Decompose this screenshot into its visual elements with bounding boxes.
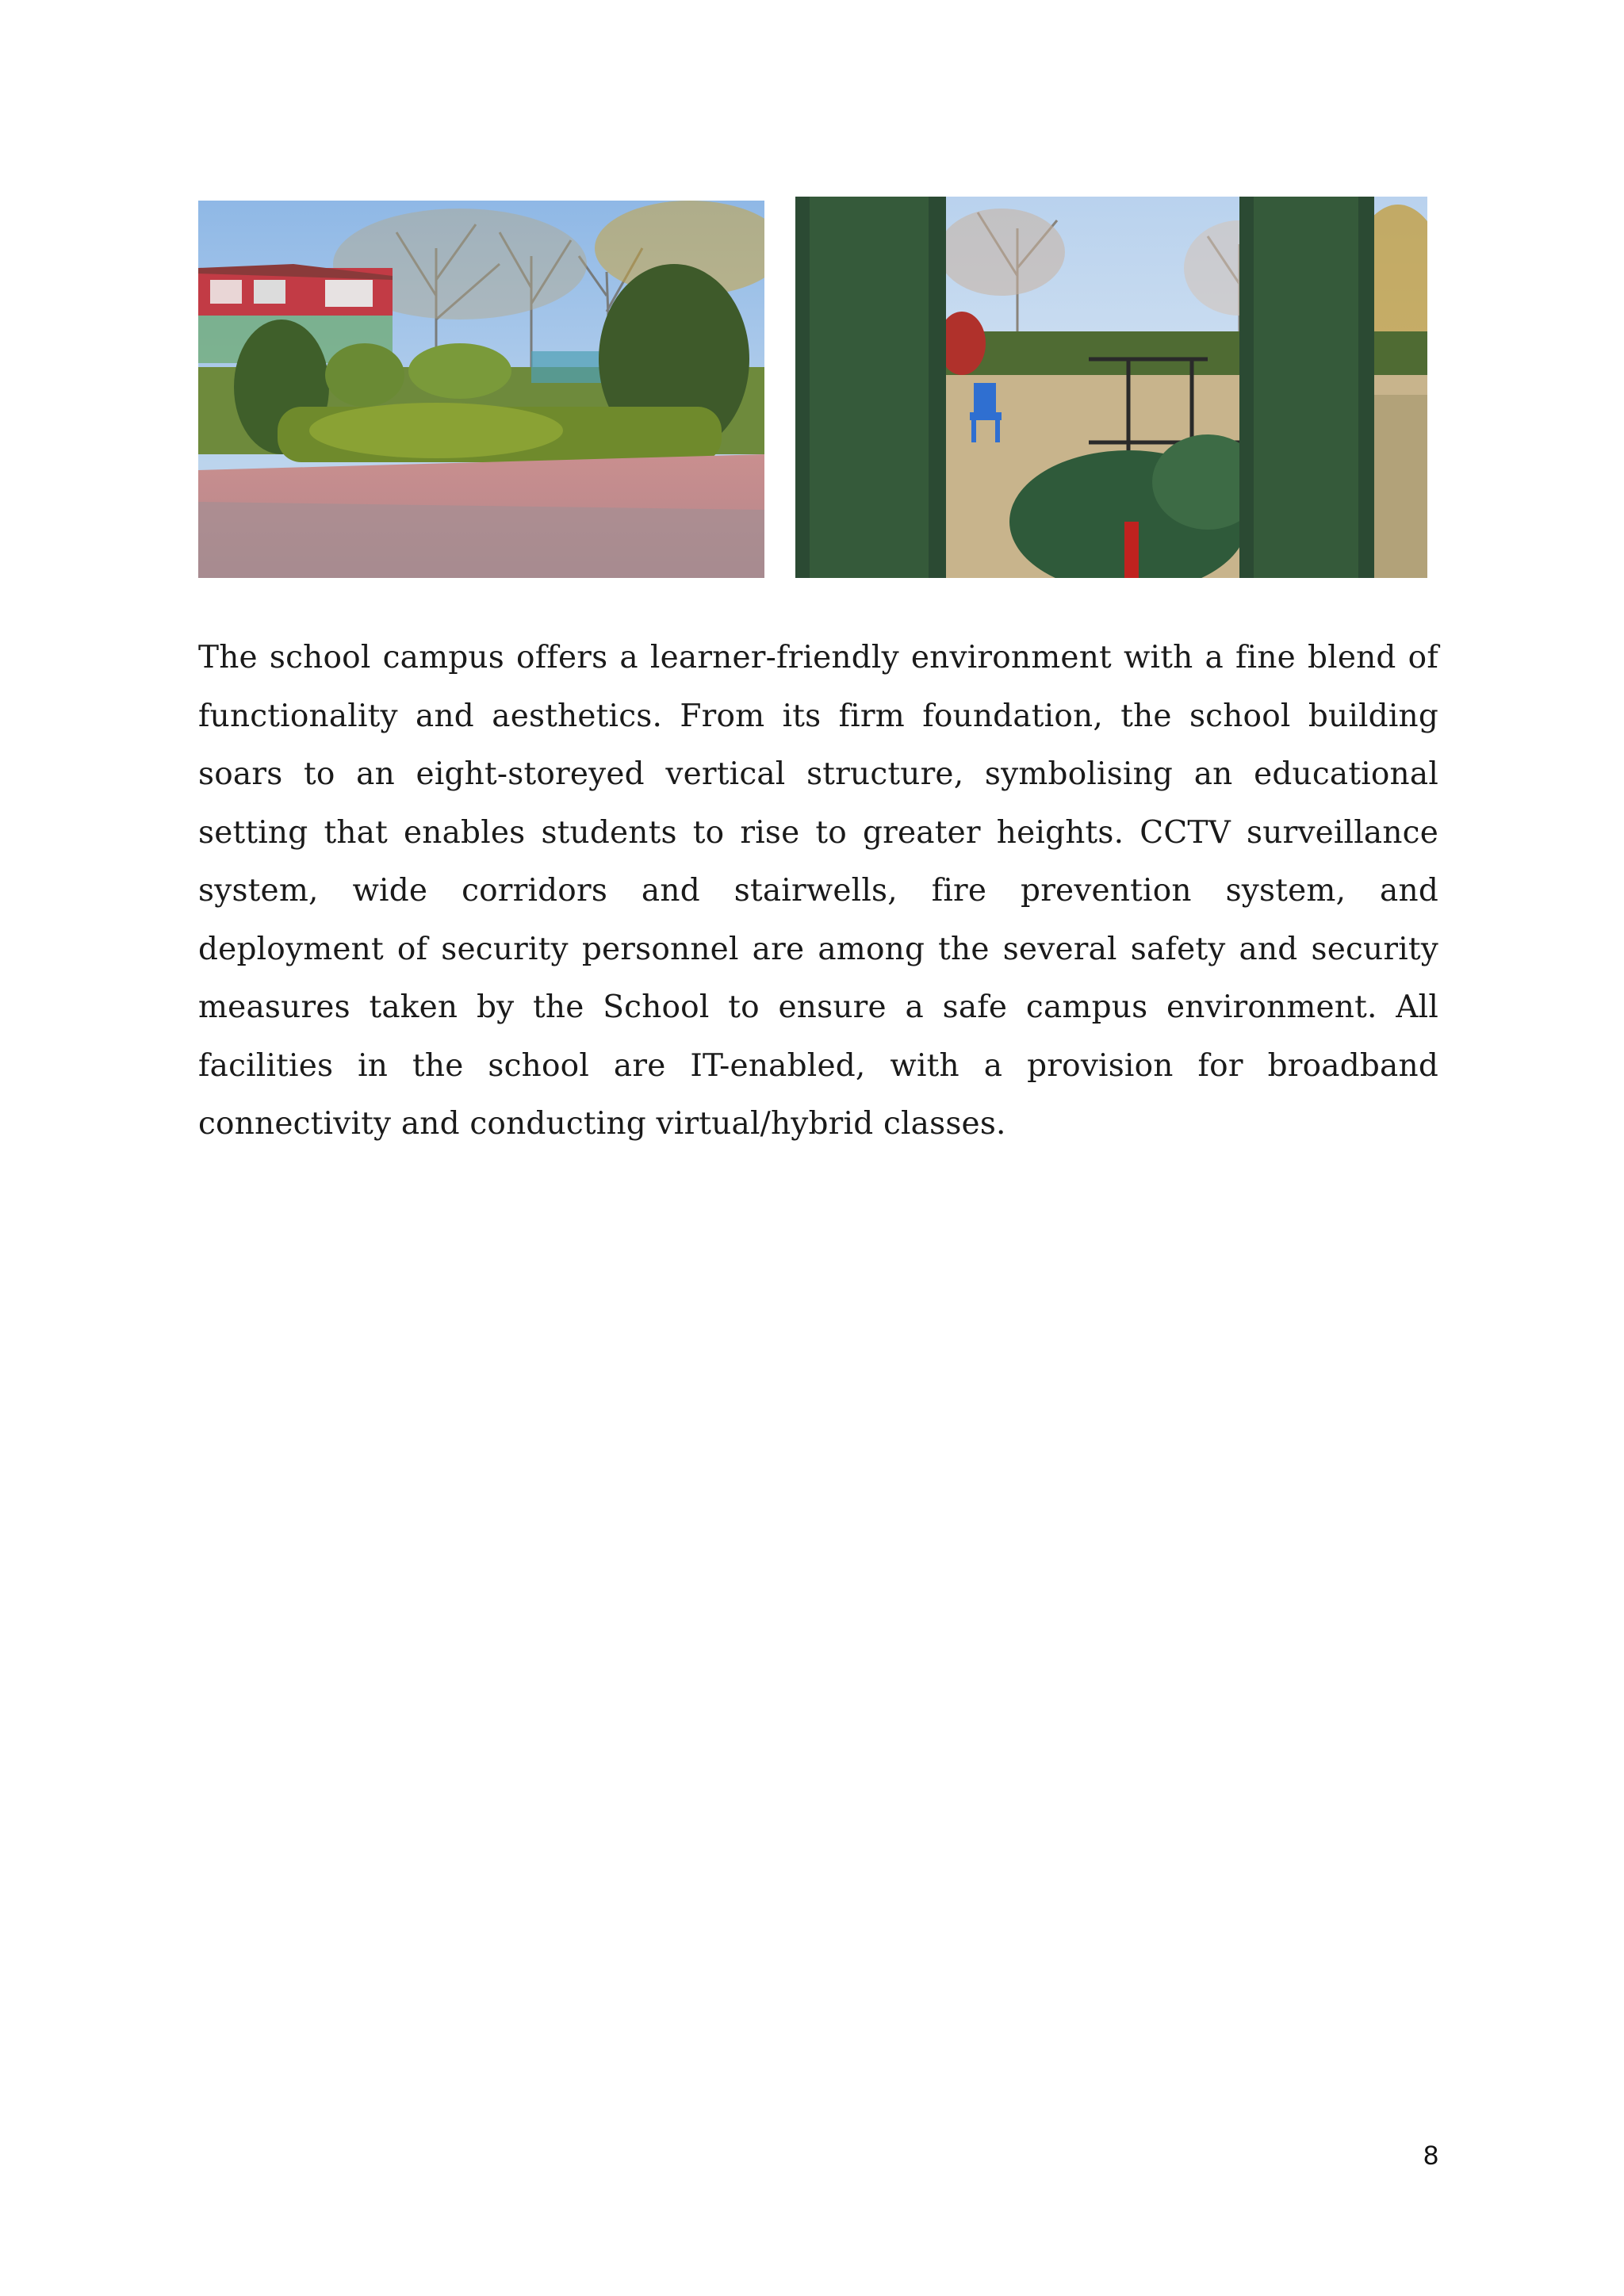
body-paragraph: The school campus offers a learner-friendly environment with a fine blend of functionality and aesthetics. From its firm foundation, the school building soars to an eight-storeyed vertical structure, symbolising an educational setting that enables students to rise to greater heights. CCTV surveillance system, wide corridors and stairwells, fire prevention system, and deployment of security personnel are among the several safety and security measures taken by the School to ensure a safe campus environment. All facilities in the school are IT-enabled, with a provision for broadband connectivity and conducting virtual/hybrid classes.: [198, 640, 1438, 1142]
page-number: 8: [1423, 2141, 1438, 2171]
campus-garden-photo: [198, 201, 764, 578]
campus-lawn-photo: [795, 197, 1427, 578]
